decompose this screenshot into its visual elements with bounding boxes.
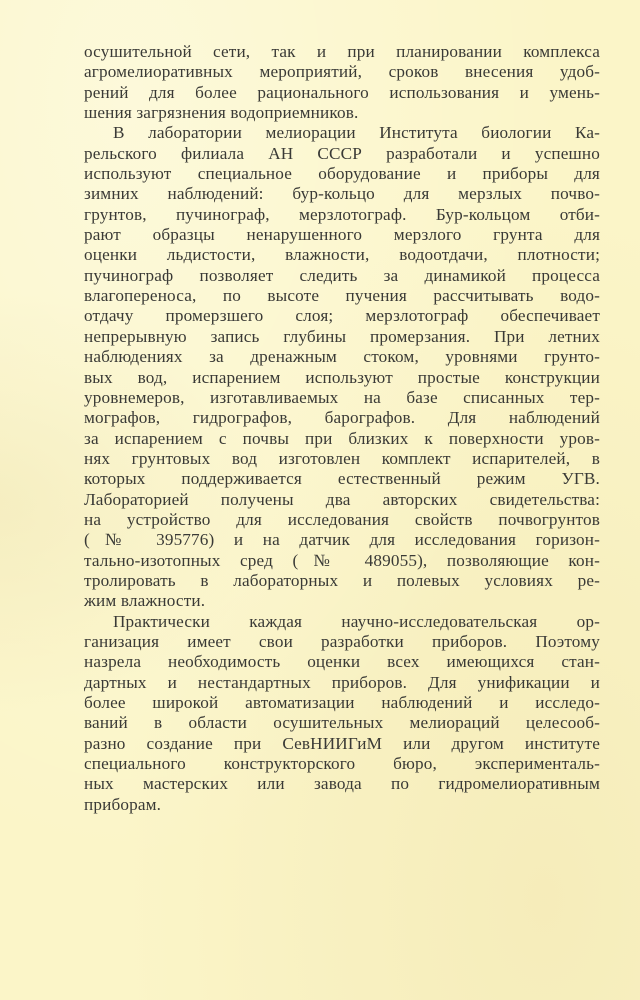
- document-page: [84, 42, 600, 815]
- text-line: назрела необходимость оценки всех имеющихся стан-: [84, 652, 600, 672]
- text-line: используют специальное оборудование и приборы для: [84, 164, 600, 184]
- paragraph-3: [84, 612, 600, 815]
- text-line: разно создание при СевНИИГиМ или другом институте: [84, 733, 600, 753]
- text-line: осушительной сети, так и при планировании комплекса: [84, 42, 600, 61]
- text-line: непрерывную запись глубины промерзания. При летних: [84, 326, 600, 346]
- text-line: более широкой автоматизации наблюдений и исследо-: [84, 693, 600, 712]
- text-line: тально-изотопных сред (№ 489055), позволяющие кон-: [84, 550, 600, 570]
- paragraph-2: [84, 123, 600, 611]
- text-line: пучинограф позволяет следить за динамикой процесса: [84, 265, 600, 285]
- text-line: ганизация имеет свои разработки приборов. Поэтому: [84, 631, 600, 651]
- text-line: вых вод, испарением используют простые конструкции: [84, 367, 600, 387]
- text-line: рают образцы ненарушенного мерзлого грунта для: [84, 225, 600, 245]
- text-line: рений для более рационального использования и умень-: [84, 82, 600, 102]
- text-line: приборам.: [84, 794, 162, 814]
- text-line: грунтов, пучинограф, мерзлотограф. Бур-кольцом отби-: [84, 204, 600, 224]
- text-line: ваний в области осушительных мелиораций целесооб-: [84, 713, 600, 733]
- text-line: ных мастерских или завода по гидромелиоративным: [84, 774, 600, 794]
- text-line: тролировать в лабораторных и полевых условиях ре-: [84, 570, 600, 590]
- text-line: нях грунтовых вод изготовлен комплект испарителей, в: [84, 448, 600, 468]
- text-line: рельского филиала АН СССР разработали и успешно: [84, 143, 600, 163]
- text-line: наблюдениях за дренажным стоком, уровнями грунто-: [84, 347, 600, 367]
- text-line: которых поддерживается естественный режим УГВ.: [84, 469, 600, 489]
- text-line: отдачу промерзшего слоя; мерзлотограф обеспечивает: [84, 306, 600, 326]
- text-line: Практически каждая научно-исследовательская ор-: [113, 611, 600, 631]
- text-line: дартных и нестандартных приборов. Для унификации и: [84, 672, 600, 692]
- text-line: агромелиоративных мероприятий, сроков внесения удоб-: [84, 62, 600, 82]
- text-line: В лаборатории мелиорации Института биологии Ка-: [113, 123, 600, 143]
- text-line: (№ 395776) и на датчик для исследования горизон-: [84, 530, 600, 550]
- text-line: на устройство для исследования свойств почвогрунтов: [84, 509, 600, 529]
- text-line: Лабораторией получены два авторских свидетельства:: [84, 489, 600, 509]
- text-line: специального конструкторского бюро, эксперименталь-: [84, 754, 600, 774]
- text-line: шения загрязнения водоприемников.: [84, 103, 359, 123]
- text-line: мографов, гидрографов, барографов. Для наблюдений: [84, 408, 600, 428]
- text-line: зимних наблюдений: бур-кольцо для мерзлых почво-: [84, 184, 600, 204]
- text-line: за испарением с почвы при близких к поверхности уров-: [84, 428, 600, 448]
- text-line: жим влажности.: [84, 591, 206, 611]
- text-line: влагопереноса, по высоте пучения рассчитывать водо-: [84, 286, 600, 306]
- text-line: оценки льдистости, влажности, водоотдачи, плотности;: [84, 245, 600, 265]
- text-line: уровнемеров, изготавливаемых на базе списанных тер-: [84, 387, 600, 407]
- paragraph-1: [84, 42, 600, 123]
